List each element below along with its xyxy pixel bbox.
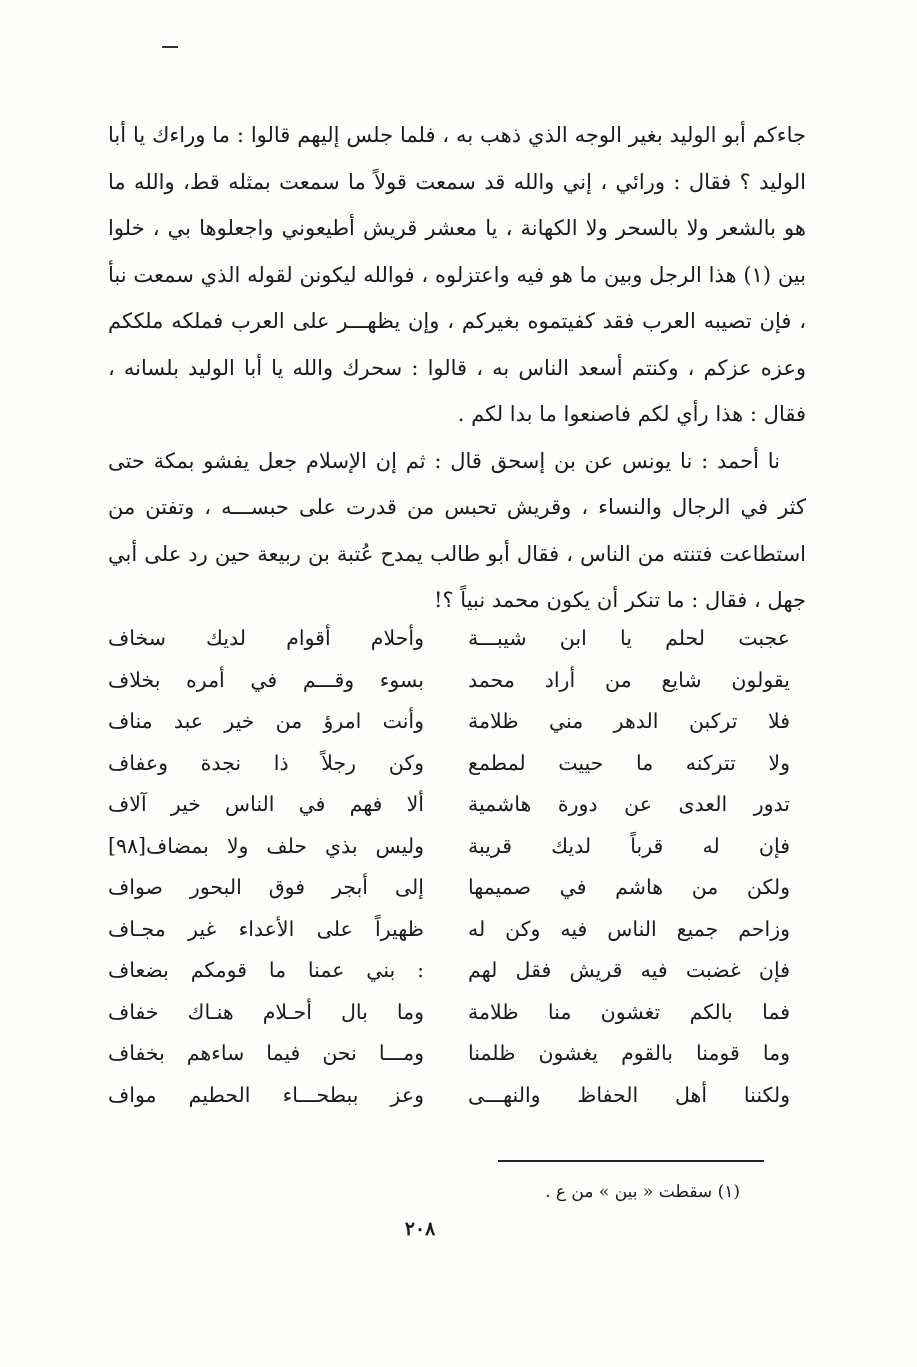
poem-line: وكن رجلاً ذا نجدة وعفاف: [108, 750, 424, 775]
poem-first-hemistichs: [468, 618, 790, 1116]
poem-line: ومـــا نحن فيما ساءهم بخفاف: [108, 1041, 424, 1065]
poem-line: ولكننا أهل الحفاظ والنهـــى: [468, 1082, 790, 1107]
poem-line: فإن غضبت فيه قريش فقل لهم: [468, 958, 790, 982]
poem-line: فلا تركبن الدهر مني ظلامة: [468, 709, 790, 733]
poem-line: تدور العدى عن دورة هاشمية: [468, 792, 790, 816]
poem-line: بسوء وقـــم في أمره بخلاف: [108, 667, 424, 692]
poem-line: وأنت امرؤ من خير عبد مناف: [108, 709, 424, 733]
footnote-divider: [498, 1160, 764, 1162]
poem-line: وليس بذي حلف ولا بمضاف[٩٨]: [108, 833, 424, 858]
top-rule-mark: [162, 46, 178, 48]
poem-line: ولا تتركنه ما حييت لمطمع: [468, 750, 790, 775]
page-number: ٢٠٨: [404, 1218, 436, 1240]
poem-line: فما بالكم تغشون منا ظلامة: [468, 999, 790, 1024]
poem-line: وزاحم جميع الناس فيه وكن له: [468, 916, 790, 941]
poem-line: وما قومنا بالقوم يغشون ظلمنا: [468, 1041, 790, 1065]
poem-line: فإن له قرباً لديك قريبة: [468, 833, 790, 858]
poem-line: ولكن من هاشم في صميمها: [468, 875, 790, 899]
poem-line: وعز ببطحـــاء الحطيم مواف: [108, 1082, 424, 1107]
poem-line: ظهيراً على الأعداء غير مجـاف: [108, 916, 424, 941]
poem-line: عجبت لحلم يا ابن شيبـــة: [468, 626, 790, 650]
poem-line: ألا فهم في الناس خير آلاف: [108, 792, 424, 816]
paragraph-abu-al-walid: جاءكم أبو الوليد بغير الوجه الذي ذهب به ، فلما جلس إليهم قالوا : ما وراءك يا أبا الوليد ؟ فقال : ورائي ، إني والله قد سمعت قولاً ما سمعت بمثله قط، والله ما هو بالشعر ولا بالسحر ولا الكهانة ، يا معشر قريش أطيعوني واجعلوها بي ، خلوا بين (١) هذا الرجل وبين ما هو فيه واعتزلوه ، فوالله ليكونن لقوله الذي سمعت نبأ ، فإن تصيبه العرب فقد كفيتموه بغيركم ، وإن يظهـــر على العرب فملكه ملككم وعزه عزكم ، وكنتم أسعد الناس به ، قالوا : سحرك والله يا أبا الوليد بلسانه ، فقال : هذا رأي لكم فاصنعوا ما بدا لكم .: [108, 123, 806, 426]
poem-line: إلى أبجر فوق البحور صواف: [108, 875, 424, 899]
poem-line: يقولون شايع من أراد محمد: [468, 667, 790, 692]
paragraph-ahmad-yunus: نا أحمد : نا يونس عن بن إسحق قال : ثم إن الإسلام جعل يفشو بمكة حتى كثر في الرجال والنساء ، وقريش تحبس من قدرت على حبســـه ، وتفتن من استطاعت فتنته من الناس ، فقال أبو طالب يمدح عُتبة بن ربيعة حين رد على أبي جهل ، فقال : ما تنكر أن يكون محمد نبياً ؟!: [108, 448, 806, 612]
body-text: [108, 112, 806, 624]
poem-line: وما بال أحـلام هنـاك خفاف: [108, 999, 424, 1024]
poem-line: وأحلام أقوام لديك سخاف: [108, 626, 424, 650]
poem-line: : بني عمنا ما قومكم بضعاف: [108, 958, 424, 982]
poem-second-hemistichs: [108, 618, 424, 1116]
footnote: (١) سقطت « بين » من ع .: [545, 1182, 740, 1202]
